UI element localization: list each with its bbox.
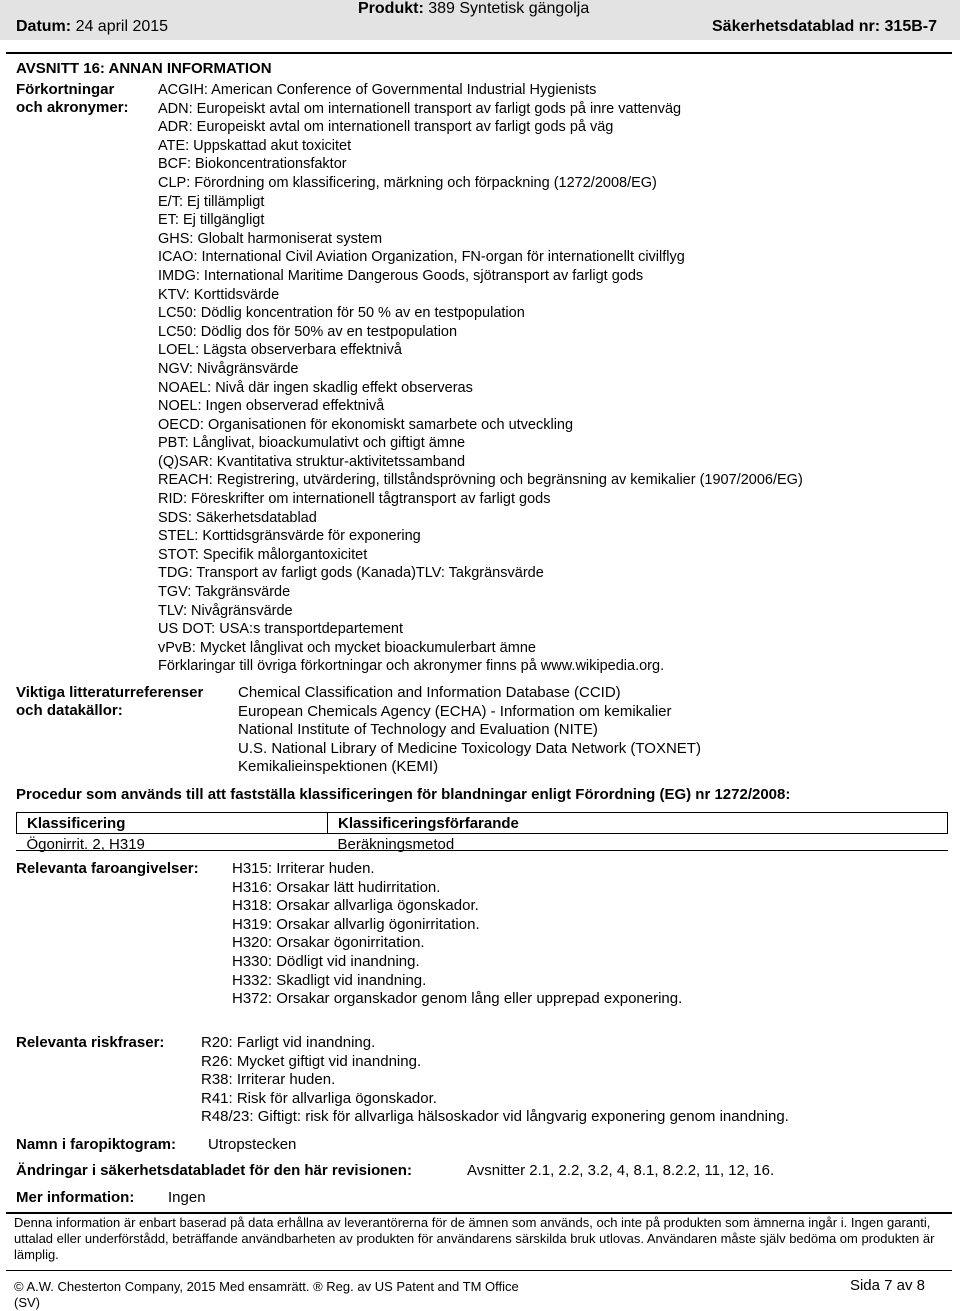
abbreviation-item: ADN: Europeiskt avtal om internationell transport av farligt gods på inre vattenväg [158,100,682,117]
abbreviation-item: REACH: Registrering, utvärdering, tillståndsprövning och begränsning av kemikalier (1907/2006/EG) [158,472,803,489]
risk-phrases-label: Relevanta riskfraser: [16,1034,165,1051]
references-label: Viktiga litteraturreferenser och datakällor: [16,684,204,719]
abbreviation-item: US DOT: USA:s transportdepartement [158,621,403,638]
risk-phrase-item: R41: Risk för allvarliga ögonskador. [201,1089,437,1107]
page-number: Sida 7 av 8 [849,1277,925,1294]
abbreviation-item: Förklaringar till övriga förkortningar och akronymer finns på www.wikipedia.org. [158,658,665,675]
references-list [238,684,701,777]
more-info-value: Ingen [168,1189,206,1206]
changes-label: Ändringar i säkerhetsdatabladet för den här revisionen: [16,1162,412,1179]
table-bottom-rule [16,850,948,851]
abbreviation-item: TGV: Takgränsvärde [158,584,291,601]
procedure-heading: Procedur som används till att fastställa klassificeringen för blandningar enligt Förordning (EG) nr 1272/2008: [16,786,791,803]
disclaimer-text: Denna information är enbart baserad på data erhållna av leverantörerna för de ämnen som används, och inte på produkten som ämnerna ingår i. Ingen garanti, uttalad eller underförstådd, beträffande användbarheten av produkten för användarens särskilda bruk utlovas. Användaren måste själv bedöma om produkten är lämplig. [14,1215,935,1262]
abbreviation-item: NGV: Nivågränsvärde [158,360,299,377]
changes-value: Avsnitter 2.1, 2.2, 3.2, 4, 8.1, 8.2.2, 11, 12, 16. [467,1162,775,1179]
hazard-statement-item: H332: Skadligt vid inandning. [232,971,427,989]
abbreviation-item: STOT: Specifik målorgantoxicitet [158,546,368,563]
risk-phrase-item: R48/23: Giftigt: risk för allvarliga hälsoskador vid långvarig exponering genom inandning. [201,1108,789,1126]
hazard-statement-item: H320: Orsakar ögonirritation. [232,934,425,952]
reference-item: European Chemicals Agency (ECHA) - Information om kemikalier [238,702,672,720]
abbreviation-item: TDG: Transport av farligt gods (Kanada)TLV: Takgränsvärde [158,565,544,582]
hazard-statement-item: H319: Orsakar allvarlig ögonirritation. [232,915,480,933]
pictogram-value: Utropstecken [208,1136,297,1153]
hazard-statement-item: H316: Orsakar lätt hudirritation. [232,878,441,896]
abbreviation-item: IMDG: International Maritime Dangerous Goods, sjötransport av farligt gods [158,267,644,284]
hazard-statements-label: Relevanta faroangivelser: [16,860,199,877]
footer-copyright: © A.W. Chesterton Company, 2015 Med ensamrätt. ® Reg. av US Patent and TM Office (SV) [14,1279,519,1310]
abbreviation-item: GHS: Globalt harmoniserat system [158,230,383,247]
risk-phrase-item: R38: Irriterar huden. [201,1071,336,1089]
classification-value: Ögonirrit. 2, H319 [26,835,145,853]
abbreviation-item: E/T: Ej tillämpligt [158,193,265,210]
hazard-statement-item: H330: Dödligt vid inandning. [232,952,420,970]
procedure-header: Klassificeringsförfarande [328,813,948,834]
header-date: Datum: 24 april 2015 [16,18,169,35]
classification-table [16,812,948,854]
reference-item: National Institute of Technology and Evaluation (NITE) [238,721,598,739]
abbreviation-item: CLP: Förordning om klassificering, märkning och förpackning (1272/2008/EG) [158,174,657,191]
abbreviation-item: ICAO: International Civil Aviation Organization, FN-organ för internationellt civilflyg [158,249,685,266]
disclaimer-rule [6,1212,952,1214]
abbreviation-item: NOAEL: Nivå där ingen skadlig effekt observeras [158,379,473,396]
abbreviation-item: NOEL: Ingen observerad effektnivå [158,398,385,415]
hazard-statement-item: H372: Orsakar organskador genom lång eller upprepad exponering. [232,990,683,1008]
abbreviation-item: STEL: Korttidsgränsvärde för exponering [158,528,421,545]
footer-rule [6,1270,952,1271]
abbreviation-item: LOEL: Lägsta observerbara effektnivå [158,342,402,359]
hazard-statements-list [232,860,682,1009]
classification-header: Klassificering [17,813,328,834]
abbreviation-item: RID: Föreskrifter om internationell tågtransport av farligt gods [158,491,551,508]
abbreviation-item: LC50: Dödlig dos för 50% av en testpopulation [158,323,458,340]
abbreviations-list [158,81,803,676]
header-product: Produkt: 389 Syntetisk gängolja [358,0,590,17]
reference-item: Kemikalieinspektionen (KEMI) [238,758,439,776]
abbreviation-item: TLV: Nivågränsvärde [158,602,293,619]
abbreviation-item: PBT: Långlivat, bioackumulativt och giftigt ämne [158,435,466,452]
abbreviation-item: ET: Ej tillgängligt [158,212,265,229]
abbreviation-item: LC50: Dödlig koncentration för 50 % av en testpopulation [158,305,525,322]
abbreviation-item: BCF: Biokoncentrationsfaktor [158,156,347,173]
header-sds-number: Säkerhetsdatablad nr: 315B-7 [712,18,937,35]
abbreviation-item: (Q)SAR: Kvantitativa struktur-aktivitetssamband [158,453,466,470]
abbreviation-item: KTV: Korttidsvärde [158,286,280,303]
abbreviation-item: ATE: Uppskattad akut toxicitet [158,137,352,154]
risk-phrase-item: R26: Mycket giftigt vid inandning. [201,1052,422,1070]
abbreviation-item: ACGIH: American Conference of Governmental Industrial Hygienists [158,82,597,98]
hazard-statement-item: H315: Irriterar huden. [232,860,375,877]
section-title: AVSNITT 16: ANNAN INFORMATION [16,60,272,77]
abbreviation-item: vPvB: Mycket långlivat och mycket bioackumulerbart ämne [158,639,536,656]
abbreviations-label: Förkortningar och akronymer: [16,81,129,116]
section-top-rule [6,52,952,54]
more-info-label: Mer information: [16,1189,135,1206]
reference-item: Chemical Classification and Information Database (CCID) [238,684,621,701]
reference-item: U.S. National Library of Medicine Toxicology Data Network (TOXNET) [238,739,701,757]
abbreviation-item: ADR: Europeiskt avtal om internationell transport av farligt gods på väg [158,119,614,136]
procedure-value: Beräkningsmetod [337,835,455,853]
page-header [0,0,960,40]
abbreviation-item: SDS: Säkerhetsdatablad [158,509,317,526]
hazard-statement-item: H318: Orsakar allvarliga ögonskador. [232,897,479,915]
risk-phrase-item: R20: Farligt vid inandning. [201,1034,376,1051]
abbreviation-item: OECD: Organisationen för ekonomiskt samarbete och utveckling [158,416,574,433]
risk-phrases-list [201,1034,789,1127]
pictogram-label: Namn i faropiktogram: [16,1136,177,1153]
